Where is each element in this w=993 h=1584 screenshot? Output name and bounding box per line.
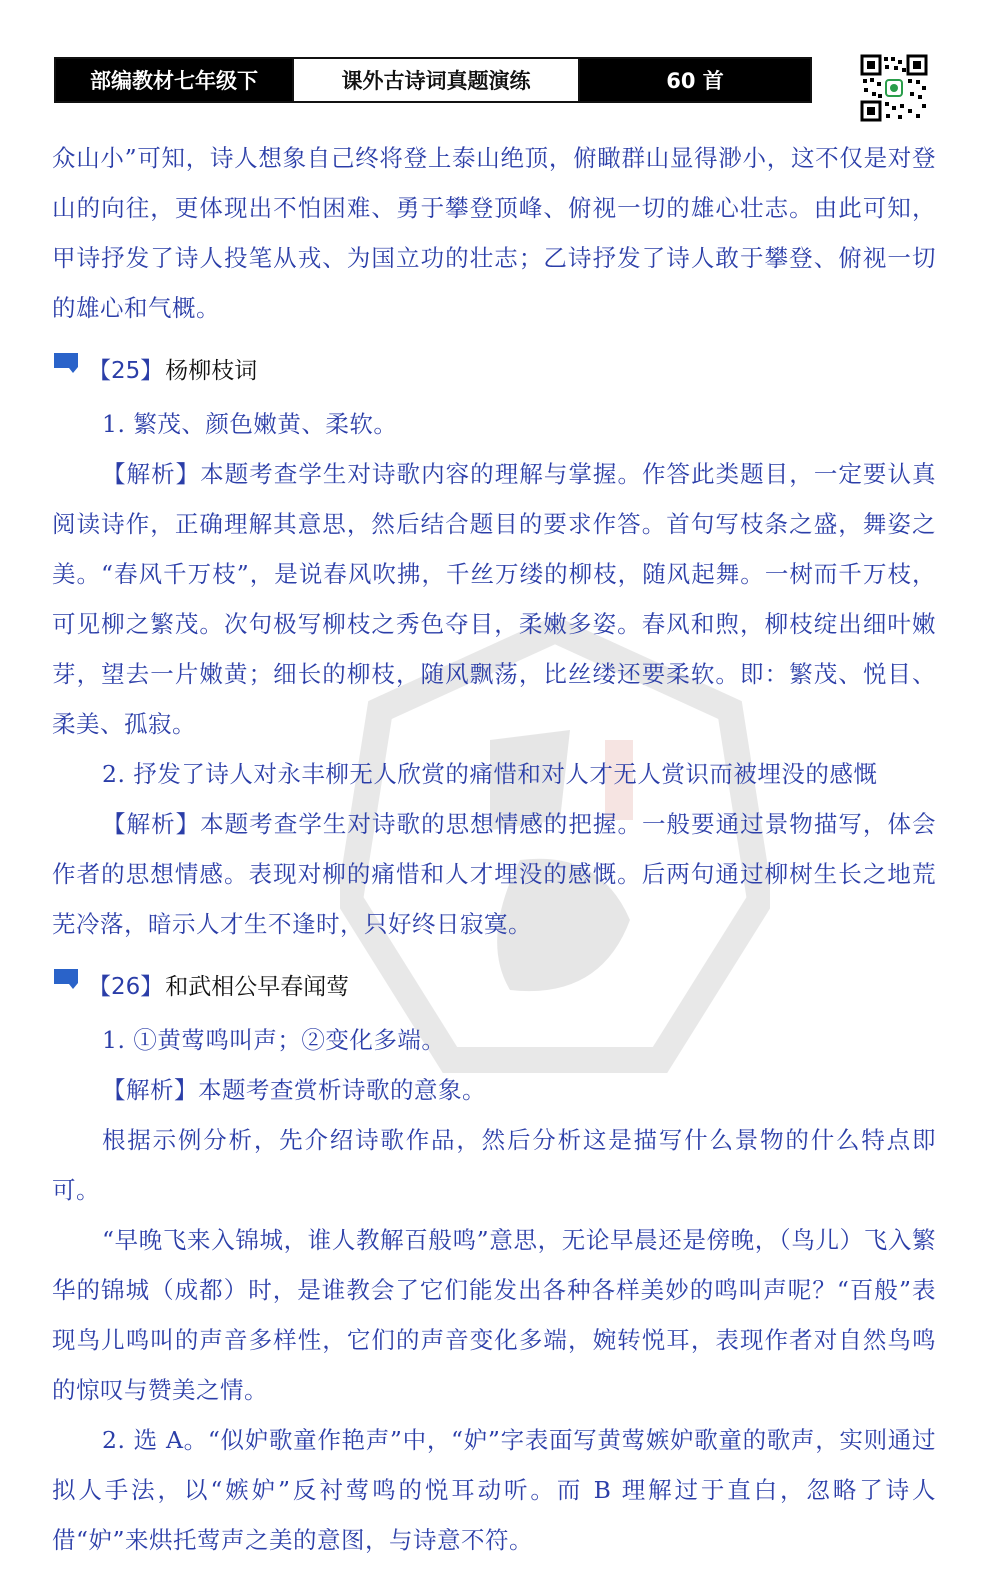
analysis-method: 根据示例分析，先介绍诗歌作品，然后分析这是描写什么景物的什么特点即可。	[52, 1126, 936, 1204]
analysis-detail: “早晚飞来入锦城，谁人教解百般鸣”意思，无论早晨还是傍晚，（鸟儿）飞入繁华的锦城（成都）时，是谁教会了它们能发出各种各样美妙的鸣叫声呢？“百般”表现鸟儿鸣叫的声音多样性，它们的声音变化多端，婉转悦耳，表现作者对自然鸟鸣的惊叹与赞美之情。	[52, 1226, 936, 1404]
answer-1: 1. ①黄莺鸣叫声；②变化多端。	[102, 1026, 446, 1054]
document-body	[52, 133, 936, 1565]
section-number: 【26】	[88, 973, 164, 1000]
section-heading-25	[52, 337, 936, 399]
section-heading-26	[52, 953, 936, 1015]
answer-2: 2. 抒发了诗人对永丰柳无人欣赏的痛惜和对人才无人赏识而被埋没的感慨	[102, 760, 878, 788]
qr-code-icon	[860, 54, 928, 122]
section-title: 和武相公早春闻莺	[165, 973, 350, 1000]
header-bar	[54, 57, 812, 103]
section-title: 杨柳枝词	[165, 357, 258, 384]
header-grade: 部编教材七年级下	[56, 59, 292, 101]
intro-paragraph: 众山小”可知，诗人想象自己终将登上泰山绝顶，俯瞰群山显得渺小，这不仅是对登山的向往，更体现出不怕困难、勇于攀登顶峰、俯视一切的雄心壮志。由此可知，甲诗抒发了诗人投笔从戎、为国立功的壮志；乙诗抒发了诗人敢于攀登、俯视一切的雄心和气概。	[52, 144, 936, 322]
bookmark-icon	[52, 351, 82, 377]
analysis-1: 【解析】本题考查赏析诗歌的意象。	[102, 1076, 486, 1104]
section-number: 【25】	[88, 357, 164, 384]
analysis-1: 【解析】本题考查学生对诗歌内容的理解与掌握。作答此类题目，一定要认真阅读诗作，正确理解其意思，然后结合题目的要求作答。首句写枝条之盛，舞姿之美。“春风千万枝”，是说春风吹拂，千丝万缕的柳枝，随风起舞。一树而千万枝，可见柳之繁茂。次句极写柳枝之秀色夺目，柔嫩多姿。春风和煦，柳枝绽出细叶嫩芽，望去一片嫩黄；细长的柳枝，随风飘荡，比丝缕还要柔软。即：繁茂、悦目、柔美、孤寂。	[52, 460, 936, 738]
analysis-2: 【解析】本题考查学生对诗歌的思想情感的把握。一般要通过景物描写，体会作者的思想情感。表现对柳的痛惜和人才埋没的感慨。后两句通过柳树生长之地荒芜冷落，暗示人才生不逢时，只好终日寂寞。	[52, 810, 936, 938]
answer-1: 1. 繁茂、颜色嫩黄、柔软。	[102, 410, 398, 438]
answer-2: 2. 选 A。“似妒歌童作艳声”中，“妒”字表面写黄莺嫉妒歌童的歌声，实则通过拟人手法，以“嫉妒”反衬莺鸣的悦耳动听。而 B 理解过于直白，忽略了诗人借“妒”来烘托莺声之美的意图，与诗意不符。	[52, 1426, 936, 1554]
bookmark-icon	[52, 967, 82, 993]
header-title: 课外古诗词真题演练	[292, 59, 580, 101]
header-count: 60 首	[580, 59, 810, 101]
